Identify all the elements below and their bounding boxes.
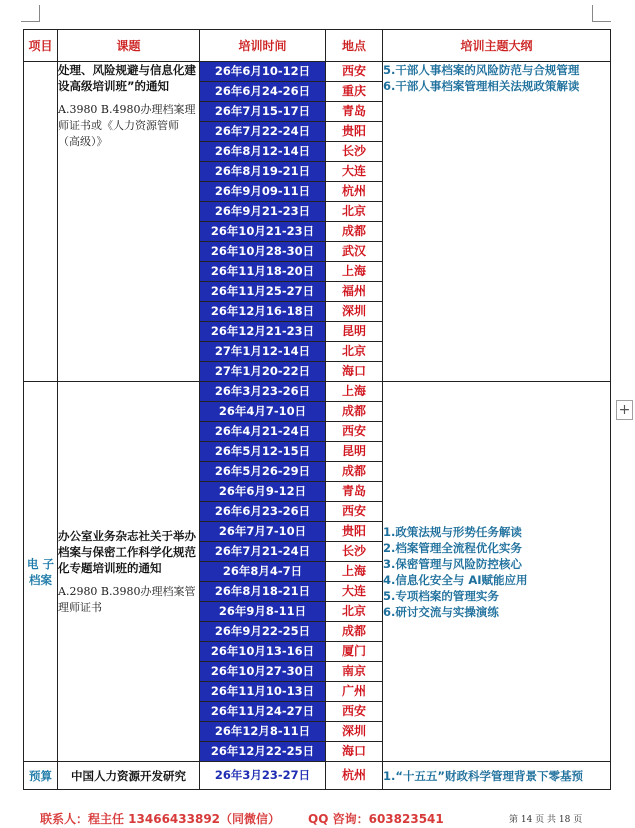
location-cell: 西安 bbox=[326, 422, 383, 442]
table-row bbox=[24, 62, 611, 82]
location-cell: 上海 bbox=[326, 262, 383, 282]
location-cell: 广州 bbox=[326, 682, 383, 702]
location-cell: 贵阳 bbox=[326, 122, 383, 142]
training-date-cell: 26年5月12-15日 bbox=[200, 442, 326, 462]
crop-mark-top-left bbox=[21, 5, 40, 22]
location-cell: 西安 bbox=[326, 62, 383, 82]
training-date-cell: 26年8月4-7日 bbox=[200, 562, 326, 582]
location-cell: 成都 bbox=[326, 462, 383, 482]
plus-icon[interactable]: + bbox=[616, 400, 633, 420]
course-cell bbox=[58, 62, 200, 382]
course-cell: 中国人力资源开发研究 bbox=[58, 762, 200, 790]
location-cell: 昆明 bbox=[326, 442, 383, 462]
training-date-cell: 26年8月18-21日 bbox=[200, 582, 326, 602]
outline-item: 1.政策法规与形势任务解读 bbox=[383, 524, 522, 539]
header-location: 地点 bbox=[326, 30, 383, 62]
training-date-cell: 27年1月20-22日 bbox=[200, 362, 326, 382]
course-title: 办公室业务杂志社关于举办档案与保密工作科学化规范化专题培训班的通知 bbox=[58, 528, 196, 575]
course-note: A.3980 B.4980办理档案理师证书或《人力资源管师（高级）》 bbox=[58, 103, 196, 148]
training-date-cell: 26年7月15-17日 bbox=[200, 102, 326, 122]
training-date-cell: 26年6月23-26日 bbox=[200, 502, 326, 522]
training-date-cell: 26年12月16-18日 bbox=[200, 302, 326, 322]
location-cell: 海口 bbox=[326, 362, 383, 382]
training-date-cell: 26年12月22-25日 bbox=[200, 742, 326, 762]
training-date-cell: 26年10月27-30日 bbox=[200, 662, 326, 682]
location-cell: 大连 bbox=[326, 162, 383, 182]
header-outline: 培训主题大纲 bbox=[383, 30, 611, 62]
header-course: 课题 bbox=[58, 30, 200, 62]
training-date-cell: 26年11月25-27日 bbox=[200, 282, 326, 302]
table-row bbox=[24, 382, 611, 402]
table-row bbox=[24, 762, 611, 790]
training-date-cell: 26年9月09-11日 bbox=[200, 182, 326, 202]
project-cell: 预算 bbox=[24, 762, 58, 790]
training-date-cell: 26年9月22-25日 bbox=[200, 622, 326, 642]
location-cell: 昆明 bbox=[326, 322, 383, 342]
location-cell: 成都 bbox=[326, 222, 383, 242]
crop-mark-top-right bbox=[592, 5, 611, 22]
training-date-cell: 26年7月22-24日 bbox=[200, 122, 326, 142]
outline-item: 2.档案管理全流程优化实务 bbox=[383, 540, 522, 555]
location-cell: 西安 bbox=[326, 502, 383, 522]
header-training-time: 培训时间 bbox=[200, 30, 326, 62]
location-cell: 长沙 bbox=[326, 542, 383, 562]
qq-text: QQ 咨询：603823541 bbox=[308, 812, 444, 826]
location-cell: 南京 bbox=[326, 662, 383, 682]
training-date-cell: 26年11月10-13日 bbox=[200, 682, 326, 702]
location-cell: 上海 bbox=[326, 382, 383, 402]
training-date-cell: 26年4月7-10日 bbox=[200, 402, 326, 422]
training-date-cell: 27年1月12-14日 bbox=[200, 342, 326, 362]
location-cell: 西安 bbox=[326, 702, 383, 722]
training-date-cell: 26年12月8-11日 bbox=[200, 722, 326, 742]
location-cell: 重庆 bbox=[326, 82, 383, 102]
outline-item: 6.研讨交流与实操演练 bbox=[383, 604, 499, 619]
training-date-cell: 26年5月26-29日 bbox=[200, 462, 326, 482]
project-cell: 电 子 档案 bbox=[24, 382, 58, 762]
location-cell: 青岛 bbox=[326, 102, 383, 122]
location-cell: 深圳 bbox=[326, 302, 383, 322]
outline-item: 3.保密管理与风险防控核心 bbox=[383, 556, 522, 571]
location-cell: 杭州 bbox=[326, 182, 383, 202]
location-cell: 武汉 bbox=[326, 242, 383, 262]
training-date-cell: 26年11月24-27日 bbox=[200, 702, 326, 722]
page-number: 第 14 页 共 18 页 bbox=[509, 815, 583, 825]
course-note: A.2980 B.3980办理档案管理师证书 bbox=[58, 584, 196, 614]
table-body bbox=[24, 62, 611, 790]
training-date-cell: 26年3月23-27日 bbox=[200, 762, 326, 790]
training-date-cell: 26年8月12-14日 bbox=[200, 142, 326, 162]
location-cell: 深圳 bbox=[326, 722, 383, 742]
outline-cell bbox=[383, 62, 611, 382]
training-date-cell: 26年12月21-23日 bbox=[200, 322, 326, 342]
location-cell: 杭州 bbox=[326, 762, 383, 790]
training-date-cell: 26年7月21-24日 bbox=[200, 542, 326, 562]
location-cell: 成都 bbox=[326, 622, 383, 642]
training-date-cell: 26年4月21-24日 bbox=[200, 422, 326, 442]
training-date-cell: 26年6月9-12日 bbox=[200, 482, 326, 502]
location-cell: 长沙 bbox=[326, 142, 383, 162]
training-date-cell: 26年9月21-23日 bbox=[200, 202, 326, 222]
location-cell: 成都 bbox=[326, 402, 383, 422]
outline-cell bbox=[383, 382, 611, 762]
outline-cell: 1.“十五五”财政科学管理背景下零基预 bbox=[383, 762, 611, 790]
footer-contact bbox=[40, 810, 444, 827]
location-cell: 青岛 bbox=[326, 482, 383, 502]
training-date-cell: 26年8月19-21日 bbox=[200, 162, 326, 182]
training-date-cell: 26年3月23-26日 bbox=[200, 382, 326, 402]
training-date-cell: 26年10月28-30日 bbox=[200, 242, 326, 262]
location-cell: 北京 bbox=[326, 202, 383, 222]
location-cell: 厦门 bbox=[326, 642, 383, 662]
location-cell: 海口 bbox=[326, 742, 383, 762]
training-date-cell: 26年10月13-16日 bbox=[200, 642, 326, 662]
training-date-cell: 26年9月8-11日 bbox=[200, 602, 326, 622]
outline-item: 4.信息化安全与 AI赋能应用 bbox=[383, 572, 528, 587]
contact-text: 联系人：程主任 13466433892（同微信） bbox=[40, 812, 281, 826]
training-date-cell: 26年10月21-23日 bbox=[200, 222, 326, 242]
location-cell: 福州 bbox=[326, 282, 383, 302]
location-cell: 北京 bbox=[326, 602, 383, 622]
training-date-cell: 26年7月7-10日 bbox=[200, 522, 326, 542]
outline-item: 5.专项档案的管理实务 bbox=[383, 588, 499, 603]
location-cell: 上海 bbox=[326, 562, 383, 582]
course-cell bbox=[58, 382, 200, 762]
location-cell: 大连 bbox=[326, 582, 383, 602]
location-cell: 北京 bbox=[326, 342, 383, 362]
training-date-cell: 26年6月10-12日 bbox=[200, 62, 326, 82]
project-cell bbox=[24, 62, 58, 382]
course-title: 处理、风险规避与信息化建设高级培训班”的通知 bbox=[58, 63, 196, 93]
training-date-cell: 26年6月24-26日 bbox=[200, 82, 326, 102]
header-project: 项目 bbox=[24, 30, 58, 62]
location-cell: 贵阳 bbox=[326, 522, 383, 542]
training-schedule-table bbox=[23, 29, 611, 790]
outline-item: 5.干部人事档案的风险防范与合规管理 bbox=[383, 63, 580, 77]
training-date-cell: 26年11月18-20日 bbox=[200, 262, 326, 282]
table-header-row bbox=[24, 30, 611, 62]
outline-item: 6.干部人事档案管理相关法规政策解读 bbox=[383, 79, 580, 93]
